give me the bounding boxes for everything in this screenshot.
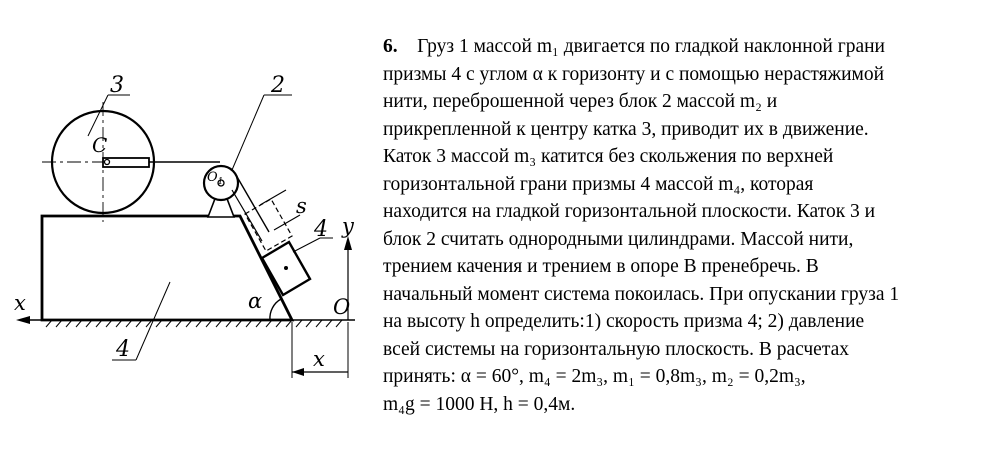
displacement-s-marks bbox=[260, 190, 300, 230]
label-displacement-s: s bbox=[296, 194, 307, 218]
problem-number: 6. bbox=[383, 36, 398, 57]
problem-line-7: находится на гладкой горизонтальной плоскости. Каток 3 и bbox=[383, 201, 876, 222]
angle-arc bbox=[270, 299, 281, 320]
label-angle-alpha: α bbox=[248, 289, 263, 313]
label-prism-4-bottom: 4 bbox=[116, 337, 130, 362]
problem-line-14: m₄g = 1000 Н, h = 0,4м. bbox=[383, 393, 576, 415]
problem-line-1 bbox=[383, 33, 983, 61]
label-roller-3: 3 bbox=[110, 73, 124, 98]
label-axis-x-left: x bbox=[14, 291, 26, 315]
problem-line-2: призмы 4 с углом α к горизонту и с помощью нерастяжимой bbox=[383, 63, 885, 85]
label-block-2: 2 bbox=[271, 73, 285, 98]
label-prism-4: 4 bbox=[314, 217, 328, 242]
problem-line-8: блок 2 считать однородными цилиндрами. Массой нити, bbox=[383, 228, 854, 250]
label-roller-center-c: C bbox=[92, 133, 108, 157]
problem-line-11: на высоту h определить:1) скорость призма 4; 2) давление bbox=[383, 311, 865, 332]
load-1 bbox=[262, 242, 310, 295]
thread-incline bbox=[236, 175, 269, 232]
problem-statement bbox=[383, 33, 983, 418]
problem-line-10: начальный момент система покоилась. При опускании груза 1 bbox=[383, 283, 900, 305]
label-block-center-o1: $O_1$ bbox=[207, 170, 224, 187]
problem-line-13: принять: α = 60°, m₄ = 2m₃, m₁ = 0,8m₃, m₂ = 0,2m₃, bbox=[383, 366, 806, 387]
roller-3 bbox=[42, 102, 165, 222]
label-axis-y: y bbox=[342, 214, 354, 238]
label-origin-o: O bbox=[333, 295, 351, 319]
problem-line-12: всей системы на горизонтальную плоскость. В расчетах bbox=[383, 338, 849, 360]
problem-line-4: прикрепленной к центру катка 3, приводит их в движение. bbox=[383, 118, 869, 140]
problem-line-3: нити, переброшенной через блок 2 массой m₂ и bbox=[383, 91, 778, 112]
problem-line-5: Каток 3 массой m₃ катится без скольжения по верхней bbox=[383, 146, 834, 167]
problem-line-9: трением качения и трением в опоре B пренебречь. В bbox=[383, 256, 819, 277]
problem-line-6: горизонтальной грани призмы 4 массой m₄, которая bbox=[383, 173, 814, 195]
problem-text: Груз 1 массой m₁ двигается по гладкой наклонной грани bbox=[417, 36, 885, 57]
label-axis-x-bottom: x bbox=[313, 347, 325, 371]
